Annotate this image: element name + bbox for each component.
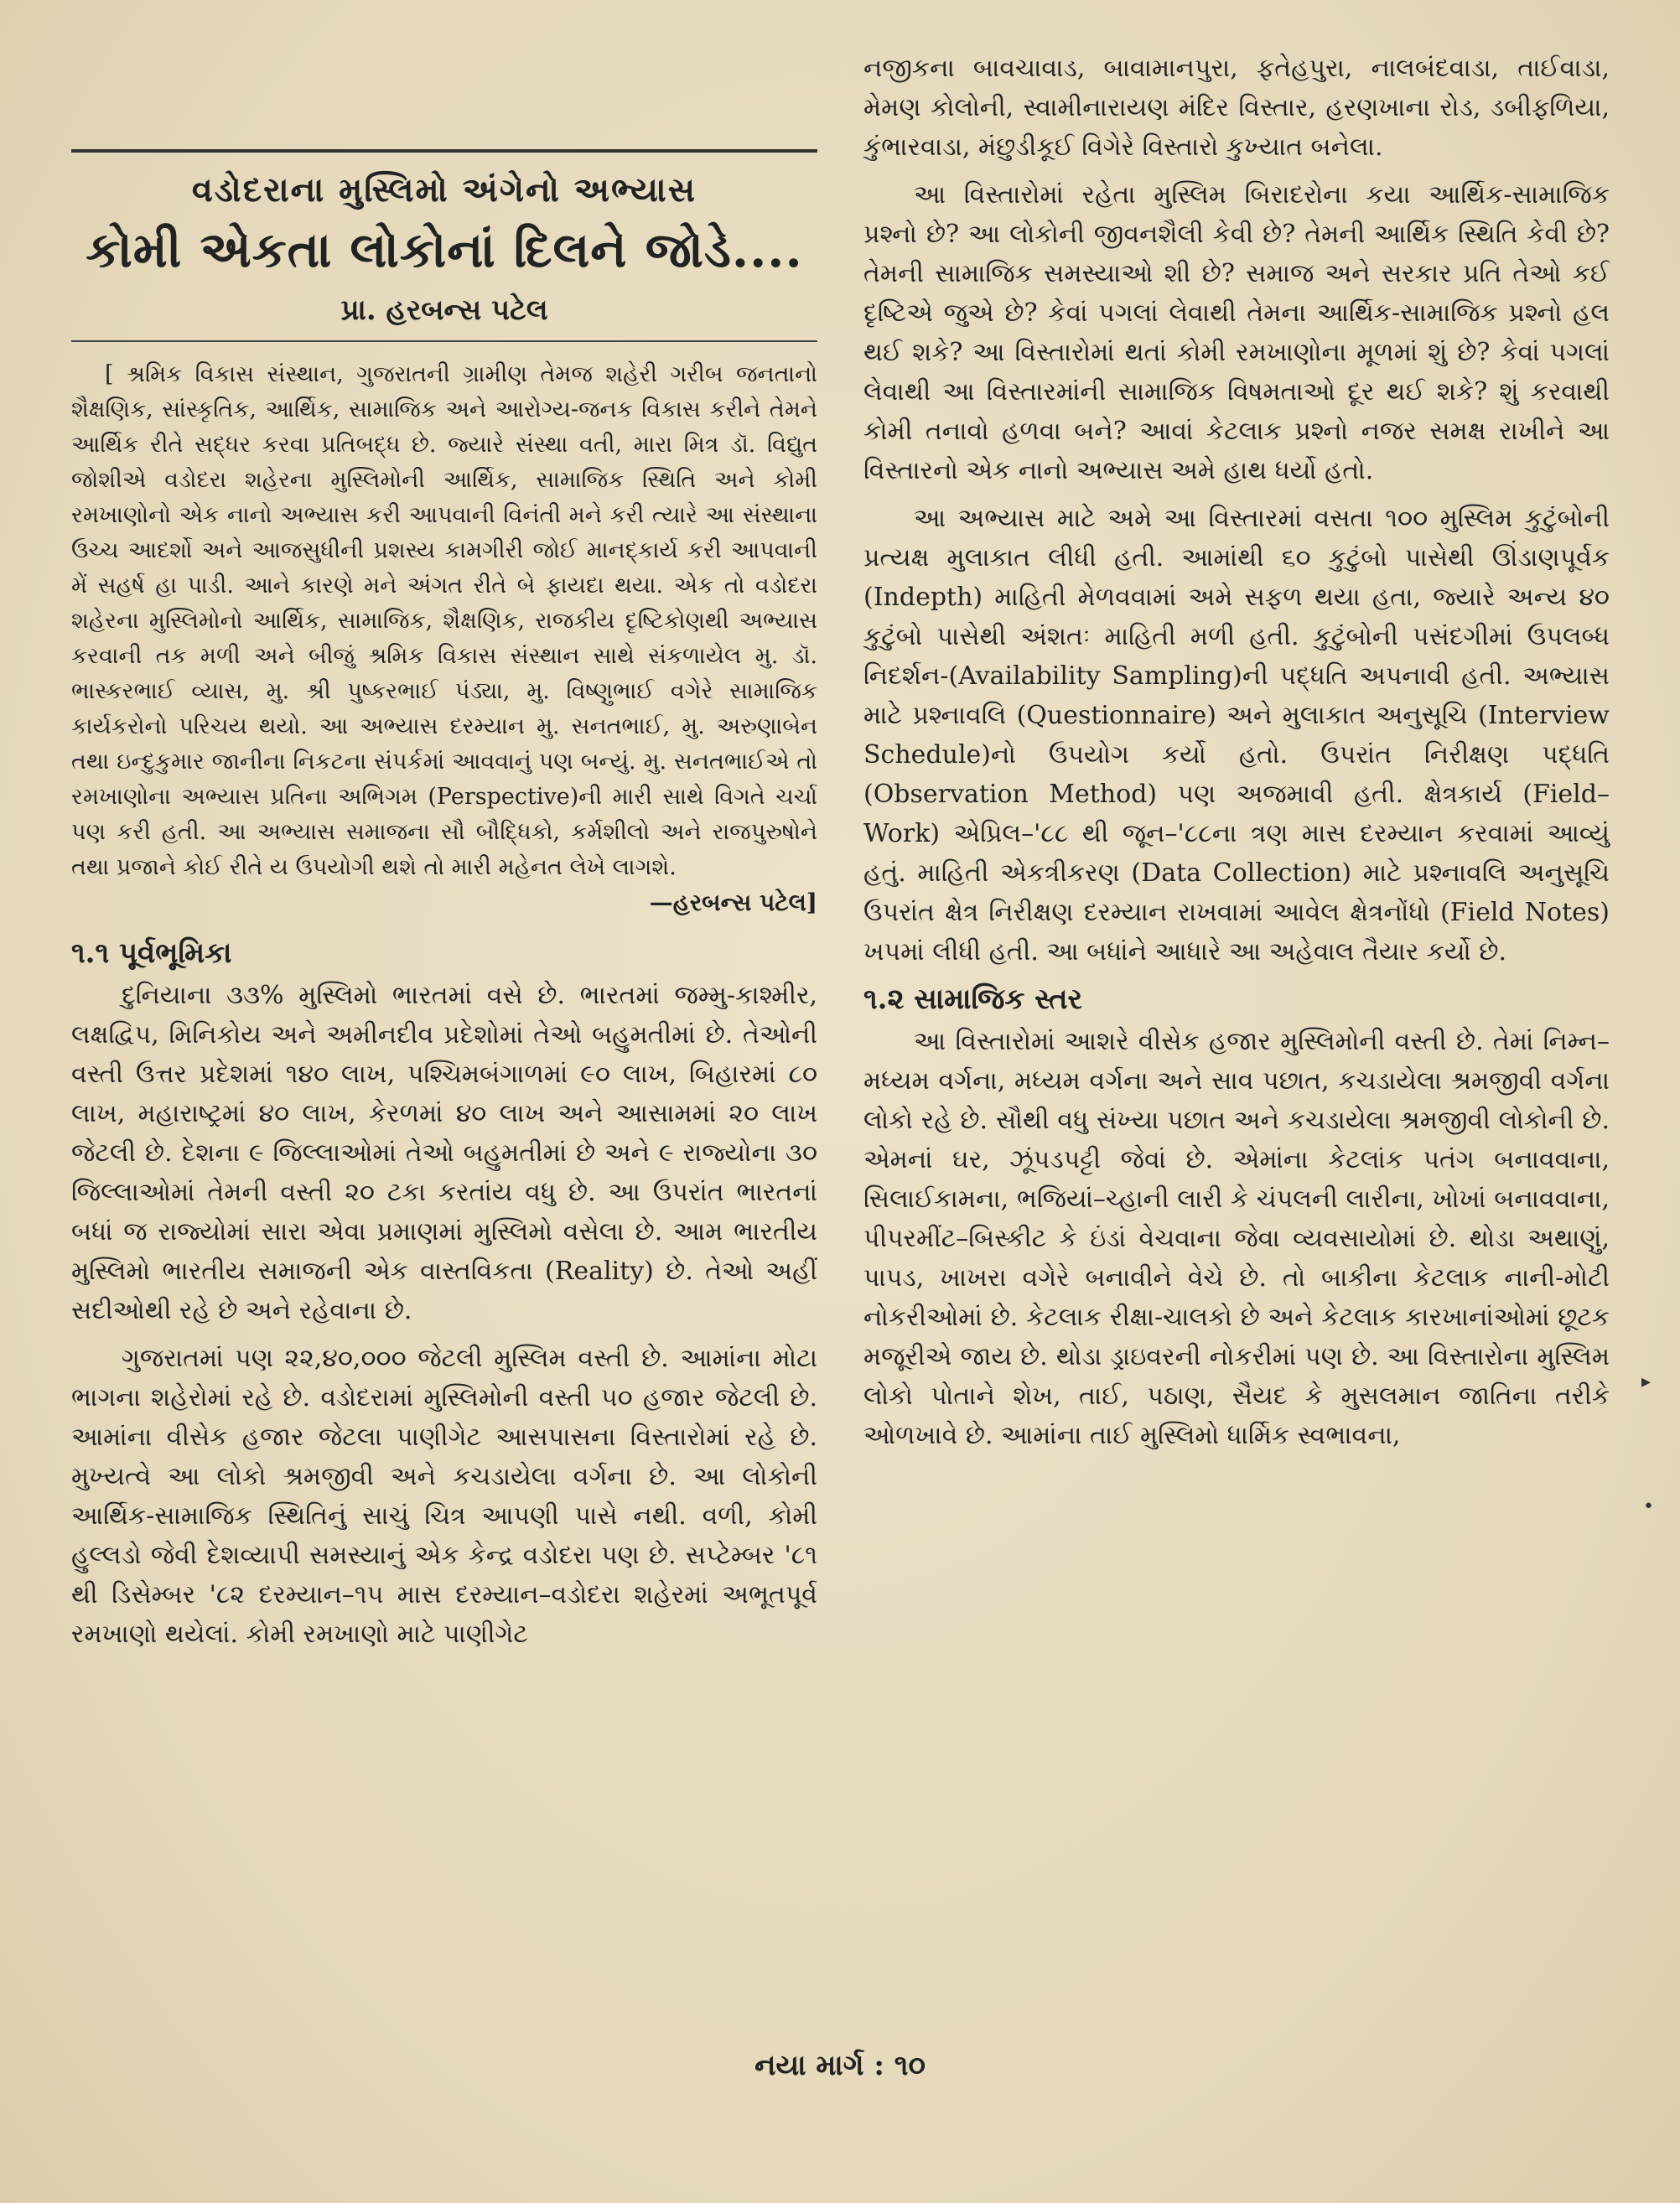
- article-headline: કોમી એકતા લોકોનાં દિલને જોડે....: [86, 221, 803, 278]
- right-column: [863, 49, 1610, 1464]
- page-footer: નયા માર્ગ : ૧૦: [754, 2049, 926, 2082]
- margin-mark-2: •: [1643, 1496, 1654, 1517]
- intro-note: [ શ્રમિક વિકાસ સંસ્થાન, ગુજરાતની ગ્રામીણ તેમજ શહેરી ગરીબ જનતાનો શૈક્ષણિક, સાંસ્કૃતિક, આર્થિક, સામાજિક અને આરોગ્ય-જનક વિકાસ કરીને તેમને આર્થિક રીતે સદ્ધર કરવા પ્રતિબદ્ધ છે. જ્યારે સંસ્થા વતી, મારા મિત્ર ડૉ. વિદ્યુત જોશીએ વડોદરા શહેરના મુસ્લિમોની આર્થિક, સામાજિક સ્થિતિ અને કોમી રમખાણોનો એક નાનો અભ્યાસ કરી આપવાની વિનંતી મને કરી ત્યારે આ સંસ્થાના ઉચ્ચ આદર્શો અને આજસુધીની પ્રશસ્ય કામગીરી જોઈ માનદ્કાર્ય કરી આપવાની મેં સહર્ષ હા પાડી. આને કારણે મને અંગત રીતે બે ફાયદા થયા. એક તો વડોદરા શહેરના મુસ્લિમોનો આર્થિક, સામાજિક, શૈક્ષણિક, રાજકીય દૃષ્ટિકોણથી અભ્યાસ કરવાની તક મળી અને બીજું શ્રમિક વિકાસ સંસ્થાન સાથે સંકળાયેલ મુ. ડૉ. ભાસ્કરભાઈ વ્યાસ, મુ. શ્રી પુષ્કરભાઈ પંડ્યા, મુ. વિષ્ણુભાઈ વગેરે સામાજિક કાર્યકરોનો પરિચય થયો. આ અભ્યાસ દરમ્યાન મુ. સનતભાઈ, મુ. અરુણાબેન તથા ઇન્દુકુમાર જાનીના નિકટના સંપર્કમાં આવવાનું પણ બન્યું. મુ. સનતભાઈએ તો રમખાણોના અભ્યાસ પ્રતિના અભિગમ (Perspective)ની મારી સાથે વિગતે ચર્ચા પણ કરી હતી. આ અભ્યાસ સમાજના સૌ બૌદ્ધિકો, કર્મશીલો અને રાજપુરુષોને તથા પ્રજાને કોઈ રીતે ય ઉપયોગી થશે તો મારી મહેનત લેખે લાગશે.: [71, 360, 817, 880]
- author-rule: [71, 340, 817, 342]
- right-paragraph-2: આ વિસ્તારોમાં રહેતા મુસ્લિમ બિરાદરોના કયા આર્થિક-સામાજિક પ્રશ્નો છે? આ લોકોની જીવનશૈલી કેવી છે? તેમની આર્થિક સ્થિતિ કેવી છે? તેમની સામાજિક સમસ્યાઓ શી છે? સમાજ અને સરકાર પ્રતિ તેઓ કઈ દૃષ્ટિએ જુએ છે? કેવાં પગલાં લેવાથી તેમના આર્થિક-સામાજિક પ્રશ્નો હલ થઈ શકે? આ વિસ્તારોમાં થતાં કોમી રમખાણોના મૂળમાં શું છે? કેવાં પગલાં લેવાથી આ વિસ્તારમાંની સામાજિક વિષમતાઓ દૂર થઈ શકે? શું કરવાથી કોમી તનાવો હળવા બને? આવાં કેટલાક પ્રશ્નો નજર સમક્ષ રાખીને આ વિસ્તારનો એક નાનો અભ્યાસ અમે હાથ ધર્યો હતો.: [863, 180, 1610, 485]
- left-column: [71, 149, 817, 1662]
- margin-mark: ▸: [1641, 1371, 1651, 1392]
- article-author: પ્રા. હરબન્સ પટેલ: [340, 293, 548, 327]
- section-1-paragraph-1: દુનિયાના ૩૩% મુસ્લિમો ભારતમાં વસે છે. ભારતમાં જમ્મુ-કાશ્મીર, લક્ષદ્વિપ, મિનિકોય અને અમીનદીવ પ્રદેશોમાં તેઓ બહુમતીમાં છે. તેઓની વસ્તી ઉત્તર પ્રદેશમાં ૧૪૦ લાખ, પશ્ચિમબંગાળમાં ૯૦ લાખ, બિહારમાં ૮૦ લાખ, મહારાષ્ટ્રમાં ૪૦ લાખ, કેરળમાં ૪૦ લાખ અને આસામમાં ૨૦ લાખ જેટલી છે. દેશના ૯ જિલ્લાઓમાં તેઓ બહુમતીમાં છે અને ૯ રાજ્યોના ૩૦ જિલ્લાઓમાં તેમની વસ્તી ૨૦ ટકા કરતાંય વધુ છે. આ ઉપરાંત ભારતનાં બધાં જ રાજ્યોમાં સારા એવા પ્રમાણમાં મુસ્લિમો વસેલા છે. આમ ભારતીય મુસ્લિમો ભારતીય સમાજની એક વાસ્તવિકતા (Reality) છે. તેઓ અહીં સદીઓથી રહે છે અને રહેવાના છે.: [71, 980, 817, 1325]
- right-paragraph-1: નજીકના બાવચાવાડ, બાવામાનપુરા, ફતેહપુરા, નાલબંદવાડા, તાઈવાડા, મેમણ કોલોની, સ્વામીનારાયણ મંદિર વિસ્તાર, હરણખાના રોડ, ડબીફળિયા, કુંભારવાડા, મંછુડીકૂઈ વિગેરે વિસ્તારો કુખ્યાત બનેલા.: [863, 54, 1610, 162]
- section-1-title: ૧.૧ પૂર્વભૂમિકા: [71, 936, 232, 970]
- right-paragraph-3: આ અભ્યાસ માટે અમે આ વિસ્તારમાં વસતા ૧૦૦ મુસ્લિમ કુટુંબોની પ્રત્યક્ષ મુલાકાત લીધી હતી. આમાંથી ૬૦ કુટુંબો પાસેથી ઊંડાણપૂર્વક (Indepth) માહિતી મેળવવામાં અમે સફળ થયા હતા, જ્યારે અન્ય ૪૦ કુટુંબો પાસેથી અંશતઃ માહિતી મળી હતી. કુટુંબોની પસંદગીમાં ઉપલબ્ધ નિદર્શન-(Availability Sampling)ની પદ્ધતિ અપનાવી હતી. અભ્યાસ માટે પ્રશ્નાવલિ (Questionnaire) અને મુલાકાત અનુસૂચિ (Interview Schedule)નો ઉપયોગ કર્યો હતો. ઉપરાંત નિરીક્ષણ પદ્ધતિ (Observation Method) પણ અજમાવી હતી. ક્ષેત્રકાર્ય (Field–Work) એપ્રિલ–'૮૮ થી જૂન–'૮૮ના ત્રણ માસ દરમ્યાન કરવામાં આવ્યું હતું. માહિતી એકત્રીકરણ (Data Collection) માટે પ્રશ્નાવલિ અનુસૂચિ ઉપરાંત ક્ષેત્ર નિરીક્ષણ દરમ્યાન રાખવામાં આવેલ ક્ષેત્રનોંધો (Field Notes) ખપમાં લીધી હતી. આ બધાંને આધારે આ અહેવાલ તૈયાર કર્યો છે.: [863, 504, 1610, 967]
- top-rule: [71, 149, 817, 153]
- section-2-paragraph-1: આ વિસ્તારોમાં આશરે વીસેક હજાર મુસ્લિમોની વસ્તી છે. તેમાં નિમ્ન–મધ્યમ વર્ગના, મધ્યમ વર્ગના અને સાવ પછાત, કચડાયેલા શ્રમજીવી વર્ગના લોકો રહે છે. સૌથી વધુ સંખ્યા પછાત અને કચડાયેલા શ્રમજીવી લોકોની છે. એમનાં ઘર, ઝૂંપડપટ્ટી જેવાં છે. એમાંના કેટલાંક પતંગ બનાવવાના, સિલાઈકામના, ભજિયાં–ચ્હાની લારી કે ચંપલની લારીના, ખોખાં બનાવવાના, પીપરમીંટ–બિસ્કીટ કે ઇંડાં વેચવાના જેવા વ્યવસાયોમાં છે. થોડા અથાણું, પાપડ, ખાખરા વગેરે બનાવીને વેચે છે. તો બાકીના કેટલાક નાની-મોટી નોકરીઓમાં છે. કેટલાક રીક્ષા-ચાલકો છે અને કેટલાક કારખાનાંઓમાં છૂટક મજૂરીએ જાય છે. થોડા ડ્રાઇવરની નોકરીમાં પણ છે. આ વિસ્તારોના મુસ્લિમ લોકો પોતાને શેખ, તાઈ, પઠાણ, સૈયદ કે મુસલમાન જાતિના તરીકે ઓળખાવે છે. આમાંના તાઈ મુસ્લિમો ધાર્મિક સ્વભાવના,: [863, 1027, 1610, 1450]
- intro-signature: —હરબન્સ પટેલ]: [649, 888, 817, 916]
- section-2-title: ૧.૨ સામાજિક સ્તર: [863, 982, 1083, 1016]
- section-1-paragraph-2: ગુજરાતમાં પણ ૨૨,૪૦,૦૦૦ જેટલી મુસ્લિમ વસ્તી છે. આમાંના મોટા ભાગના શહેરોમાં રહે છે. વડોદરામાં મુસ્લિમોની વસ્તી ૫૦ હજાર જેટલી છે. આમાંના વીસેક હજાર જેટલા પાણીગેટ આસપાસના વિસ્તારોમાં રહે છે. મુખ્યત્વે આ લોકો શ્રમજીવી અને કચડાયેલા વર્ગના છે. આ લોકોની આર્થિક-સામાજિક સ્થિતિનું સાચું ચિત્ર આપણી પાસે નથી. વળી, કોમી હુલ્લડો જેવી દેશવ્યાપી સમસ્યાનું એક કેન્દ્ર વડોદરા પણ છે. સપ્ટેમ્બર '૮૧ થી ડિસેમ્બર '૮૨ દરમ્યાન–૧૫ માસ દરમ્યાન–વડોદરા શહેરમાં અભૂતપૂર્વ રમખાણો થયેલાં. કોમી રમખાણો માટે પાણીગેટ: [71, 1343, 817, 1649]
- article-kicker: વડોદરાના મુસ્લિમો અંગેનો અભ્યાસ: [191, 170, 697, 210]
